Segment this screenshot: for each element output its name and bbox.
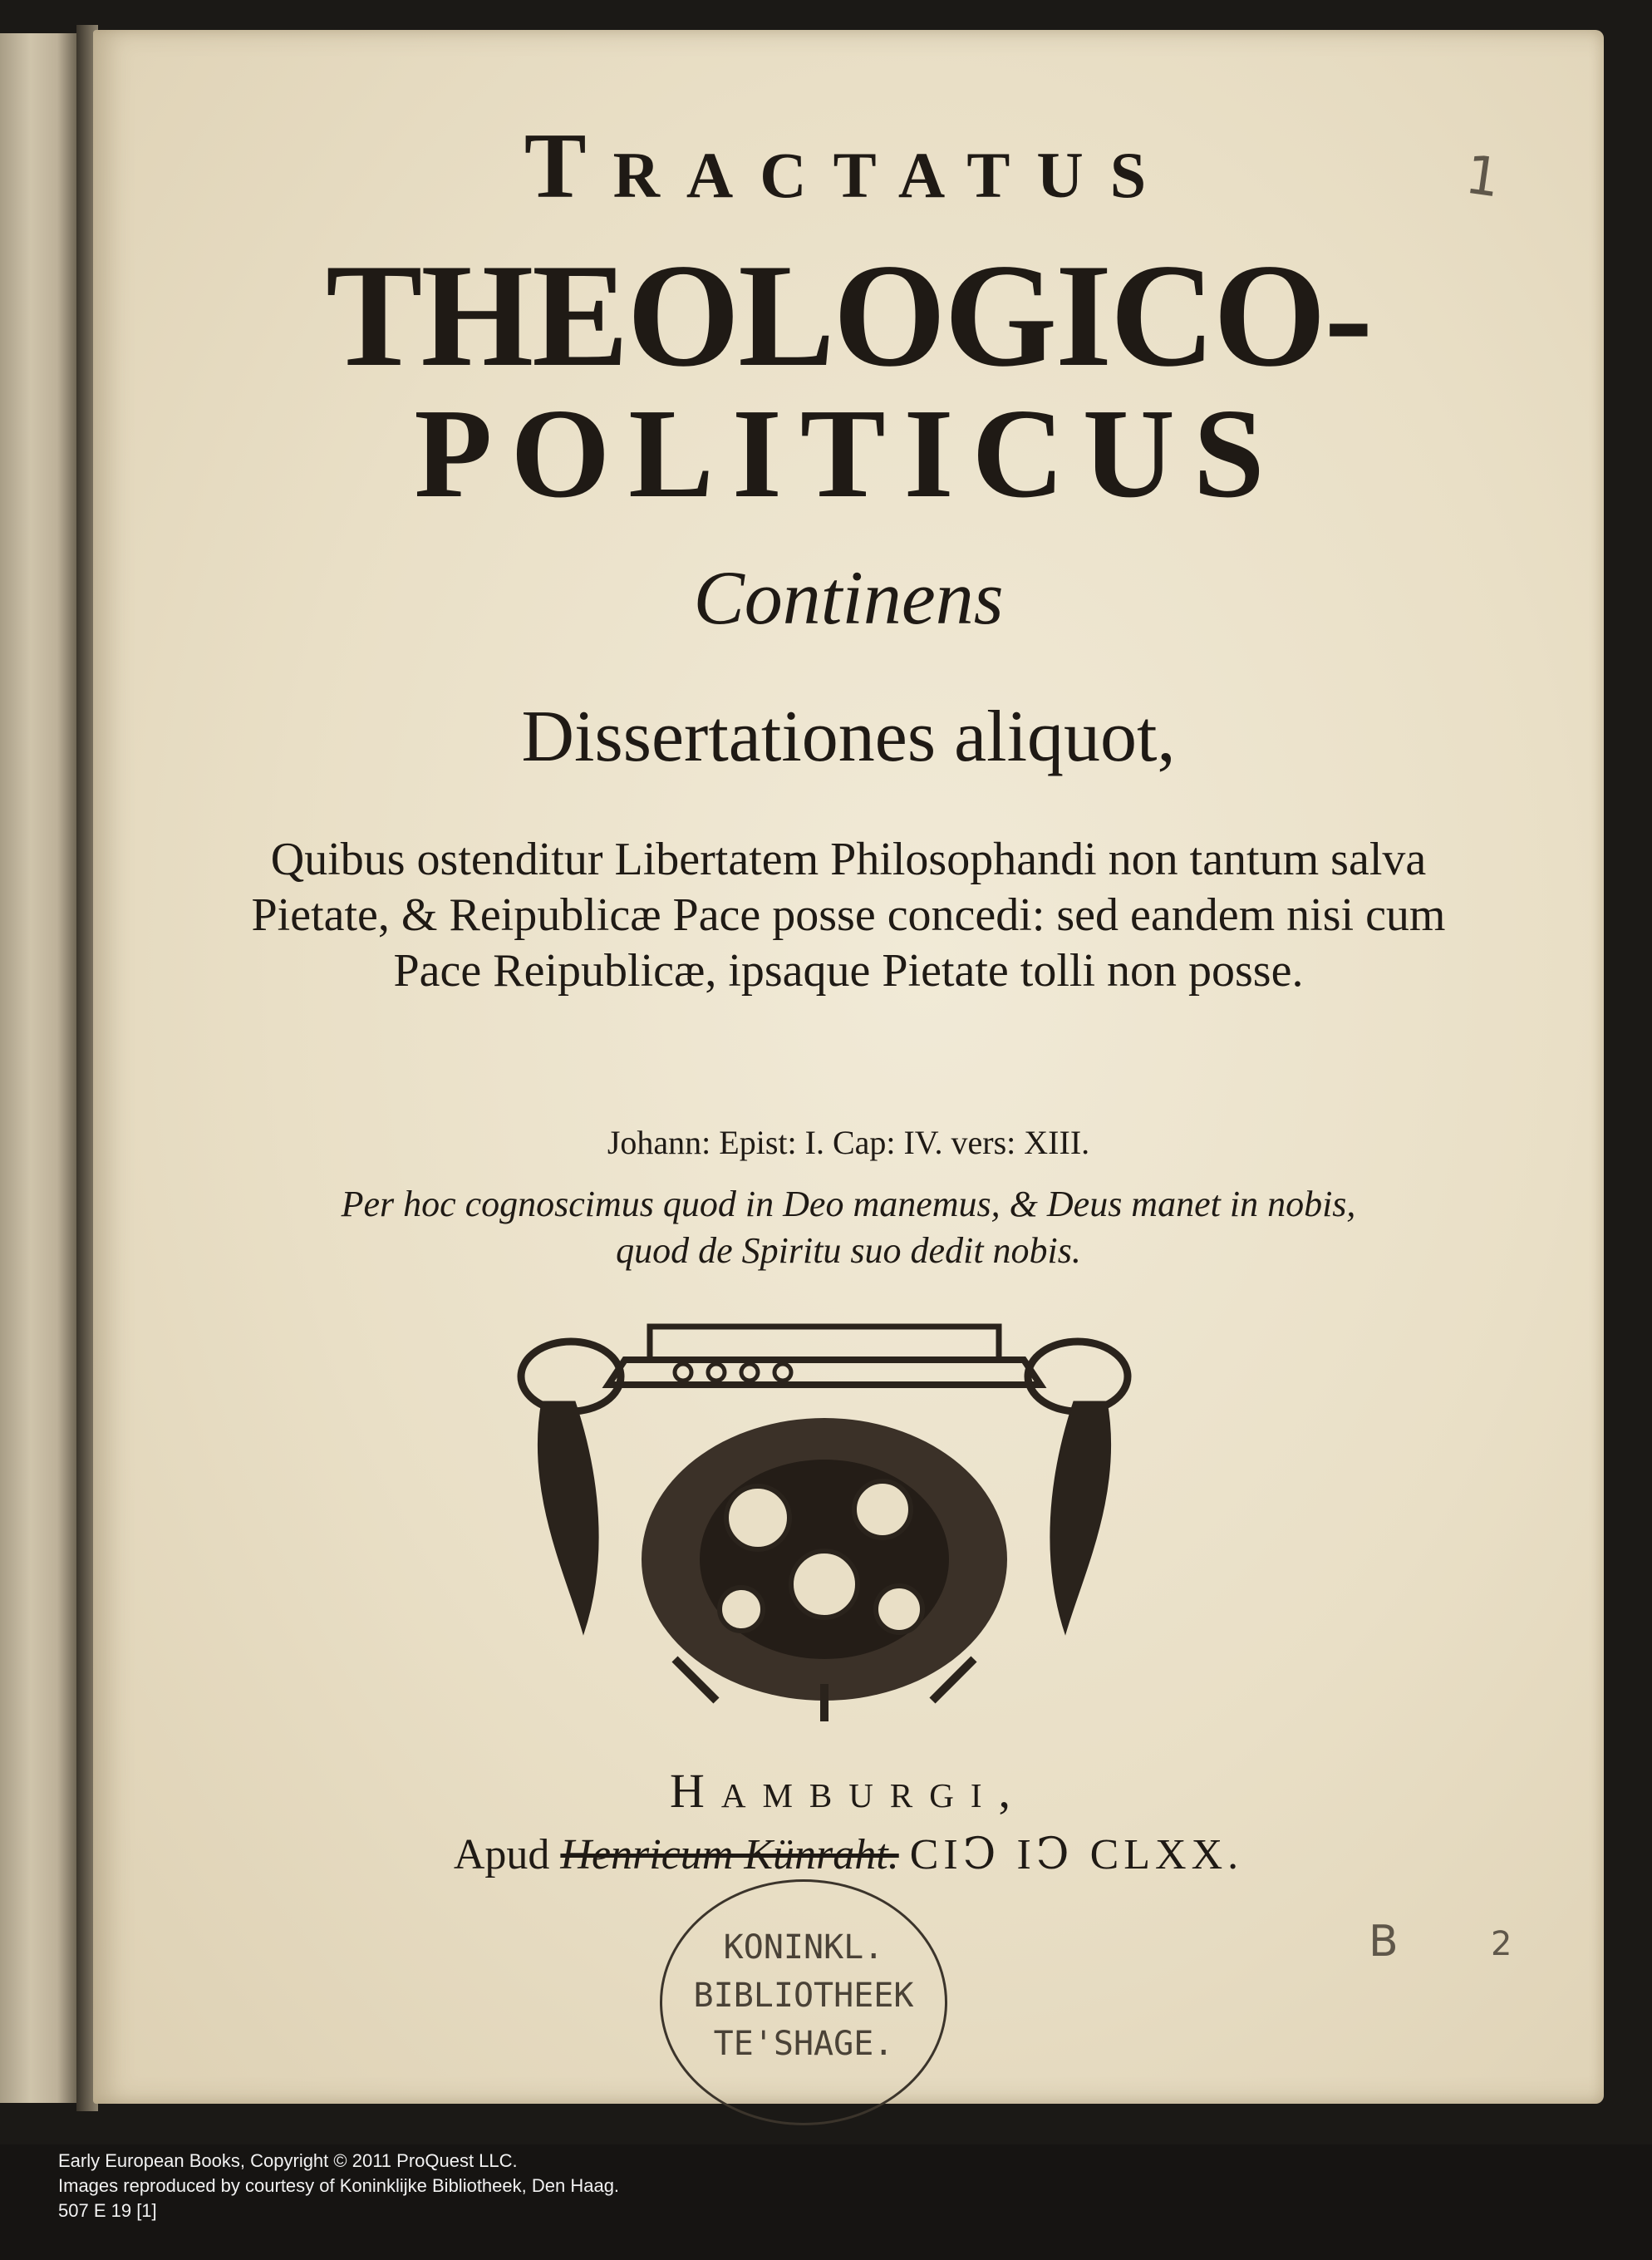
title-line-theologico: THEOLOGICO- xyxy=(326,233,1371,397)
title-line-tractatus: Tractatus xyxy=(524,115,1173,218)
imprint-line xyxy=(93,1829,1604,1879)
printer-ornament-icon xyxy=(509,1310,1140,1726)
subtitle-text: Quibus ostenditur Libertatem Philosophandi non tantum salva Pietate, & Reipublicæ Pace posse concedi: sed eandem nisi cum Pace Reipublicæ, ipsaque Pietate tolli non posse. xyxy=(251,834,1446,997)
stamp-line-3: TE'SHAGE. xyxy=(713,2025,894,2063)
caption-line-2: Images reproduced by courtesy of Koninklijke Bibliotheek, Den Haag. xyxy=(58,2175,620,2196)
imprint-apud: Apud xyxy=(453,1831,550,1878)
library-stamp xyxy=(660,1879,947,2125)
title-page xyxy=(93,30,1604,2104)
title-line-continens: Continens xyxy=(693,555,1004,640)
title-line-dissertationes: Dissertationes aliquot, xyxy=(521,697,1176,777)
imprint-city: Hamburgi, xyxy=(669,1764,1027,1818)
copyright-caption xyxy=(58,2149,619,2223)
stamp-line-1: KONINKL. xyxy=(723,1928,884,1967)
imprint-printer: Henricum Künraht. xyxy=(560,1831,899,1878)
stamp-line-2: BIBLIOTHEEK xyxy=(693,1977,914,2015)
left-page-edge xyxy=(0,33,76,2103)
pencil-mark-b: B xyxy=(1369,1917,1399,1967)
imprint-year: CIↃ IↃ CLXX. xyxy=(909,1831,1244,1878)
caption-line-1: Early European Books, Copyright © 2011 ProQuest LLC. xyxy=(58,2150,518,2171)
scripture-quote: Per hoc cognoscimus quod in Deo manemus, & Deus manet in nobis, quod de Spiritu suo dedit nobis. xyxy=(341,1184,1356,1271)
pencil-mark-2: 2 xyxy=(1491,1925,1512,1963)
title-line-politicus: POLITICUS xyxy=(414,383,1283,524)
scripture-reference: Johann: Epist: I. Cap: IV. vers: XIII. xyxy=(607,1124,1090,1161)
pencil-page-number: 1 xyxy=(1462,144,1504,210)
caption-line-3: 507 E 19 [1] xyxy=(58,2200,157,2221)
